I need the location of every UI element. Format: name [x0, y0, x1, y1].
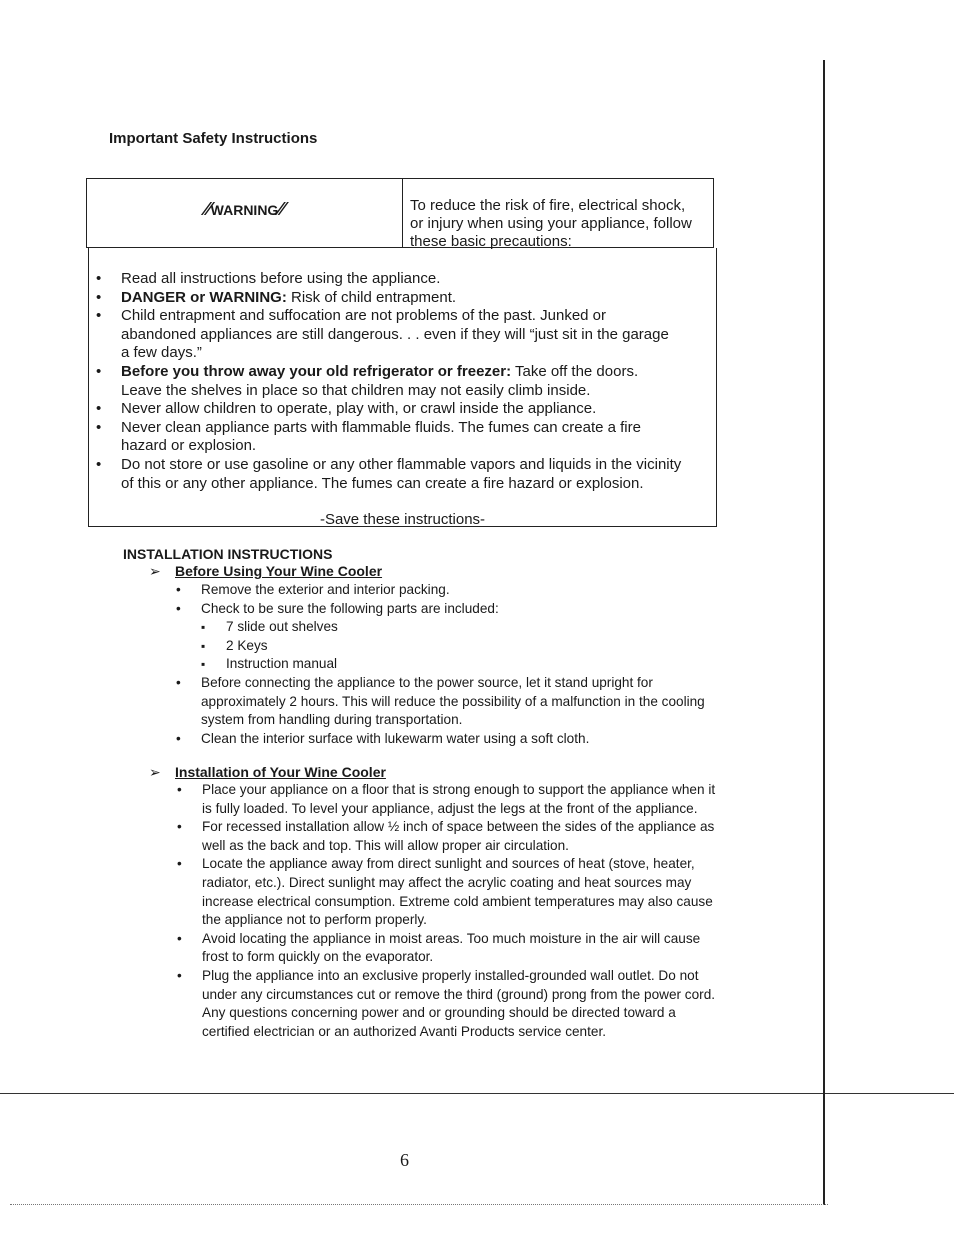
list-item — [176, 674, 756, 730]
list-item — [96, 456, 711, 493]
before-using-list — [176, 581, 756, 748]
item-text: Any questions concerning power and or grounding should be directed toward a — [202, 1005, 676, 1021]
item-text: • Do not store or use gasoline or any other flammable vapors and liquids in the vicinity — [121, 455, 682, 473]
item-text: Read all instructions before using the appliance. — [121, 270, 441, 287]
list-item — [201, 655, 756, 674]
list-item — [177, 967, 757, 1041]
item-text: Check to be sure the following parts are included: — [201, 600, 499, 616]
warning-slash-icon: ⁄⁄ — [278, 199, 285, 219]
list-item — [96, 270, 711, 289]
warning-slash-icon: ⁄⁄ — [204, 199, 211, 219]
item-text: Clean the interior surface with lukewarm water using a soft cloth. — [201, 730, 590, 746]
installation-heading — [149, 764, 386, 781]
scan-bottom-edge — [10, 1204, 828, 1206]
item-text: • Before connecting the appliance to the power source, let it stand upright for — [201, 674, 653, 690]
arrow-icon: ➢ — [149, 764, 161, 780]
item-text: • For recessed installation allow ½ inch of space between the sides of the appliance as — [202, 819, 715, 835]
list-item — [177, 930, 757, 967]
item-text: • Never clean appliance parts with flammable fluids. The fumes can create a fire — [121, 418, 641, 436]
warning-text-line: or injury when using your appliance, follow — [410, 215, 692, 232]
installation-title: INSTALLATION INSTRUCTIONS — [123, 546, 333, 562]
item-text: frost to form quickly on the evaporator. — [202, 949, 434, 965]
save-instructions-note: -Save these instructions- — [319, 511, 486, 528]
item-text: of this or any other appliance. The fumes can create a fire hazard or explosion. — [121, 474, 644, 492]
item-text: well as the back and top. This will allow proper air circulation. — [202, 837, 569, 853]
list-item — [96, 419, 711, 456]
list-item — [176, 730, 756, 749]
item-text: increase electrical consumption. Extreme cold ambient temperatures may also cause — [202, 893, 713, 909]
scan-edge-line — [823, 60, 825, 1205]
item-bold-text: DANGER or WARNING: — [121, 288, 287, 306]
item-text: radiator, etc.). Direct sunlight may affect the acrylic coating and heat sources may — [202, 874, 692, 890]
list-item — [201, 637, 756, 656]
item-text: Never allow children to operate, play with, or crawl inside the appliance. — [121, 400, 597, 418]
installation-list — [177, 781, 757, 1041]
list-item — [177, 818, 757, 855]
list-item — [176, 600, 756, 674]
item-text: • Place your appliance on a floor that is strong enough to support the appliance when it — [202, 782, 716, 797]
item-text: is fully loaded. To level your appliance, adjust the legs at the front of the appliance. — [202, 800, 698, 816]
item-text: certified electrician or an authorized Avanti Products service center. — [202, 1023, 606, 1039]
page-heading: Important Safety Instructions — [109, 130, 318, 147]
item-bold-text: Before you throw away your old refrigerator or freezer: — [121, 362, 512, 380]
warning-text-line: these basic precautions: — [410, 233, 572, 250]
safety-list — [96, 270, 711, 493]
item-text: hazard or explosion. — [121, 437, 257, 455]
item-text: approximately 2 hours. This will reduce the possibility of a malfunction in the cooling — [201, 693, 705, 709]
list-item — [96, 400, 711, 419]
item-text: system from handling during transportation. — [201, 712, 463, 728]
item-text: Risk of child entrapment. — [286, 288, 457, 306]
installation-subtitle: Installation of Your Wine Cooler — [175, 764, 386, 780]
list-item — [177, 781, 757, 818]
before-using-heading — [149, 563, 382, 580]
warning-label: WARNING — [210, 202, 279, 218]
item-text: Remove the exterior and interior packing. — [201, 582, 450, 597]
item-text: • Locate the appliance away from direct sunlight and sources of heat (stove, heater, — [202, 856, 695, 872]
page-number: 6 — [400, 1150, 409, 1170]
item-text: • Avoid locating the appliance in moist areas. Too much moisture in the air will cause — [202, 930, 701, 946]
list-item — [201, 618, 756, 637]
list-item — [96, 363, 711, 400]
item-text: Take off the doors. — [511, 362, 639, 380]
warning-label-cell — [87, 179, 403, 247]
item-text: the appliance not to perform properly. — [202, 912, 427, 928]
list-item — [96, 289, 711, 308]
list-item — [176, 581, 756, 600]
item-text: abandoned appliances are still dangerous. . . even if they will “just sit in the garage — [121, 325, 669, 343]
arrow-icon: ➢ — [149, 563, 161, 579]
item-text: a few days.” — [121, 344, 202, 362]
warning-text-cell — [410, 197, 710, 251]
item-text: 2 Keys — [226, 637, 268, 653]
item-text: • Child entrapment and suffocation are not problems of the past. Junked or — [121, 307, 607, 325]
page-divider — [0, 1093, 954, 1094]
list-item — [96, 307, 711, 363]
warning-text-line: To reduce the risk of fire, electrical shock, — [410, 197, 686, 214]
warning-table — [86, 178, 714, 248]
item-text: • Plug the appliance into an exclusive properly installed-grounded wall outlet. Do not — [202, 967, 699, 983]
before-using-title: Before Using Your Wine Cooler — [175, 563, 383, 579]
parts-list — [201, 618, 756, 674]
item-text: Instruction manual — [226, 656, 338, 672]
list-item — [177, 855, 757, 929]
item-text: 7 slide out shelves — [226, 619, 338, 635]
item-text: Leave the shelves in place so that children may not easily climb inside. — [121, 381, 591, 399]
item-text: under any circumstances cut or remove the third (ground) prong from the power cord. — [202, 986, 716, 1002]
